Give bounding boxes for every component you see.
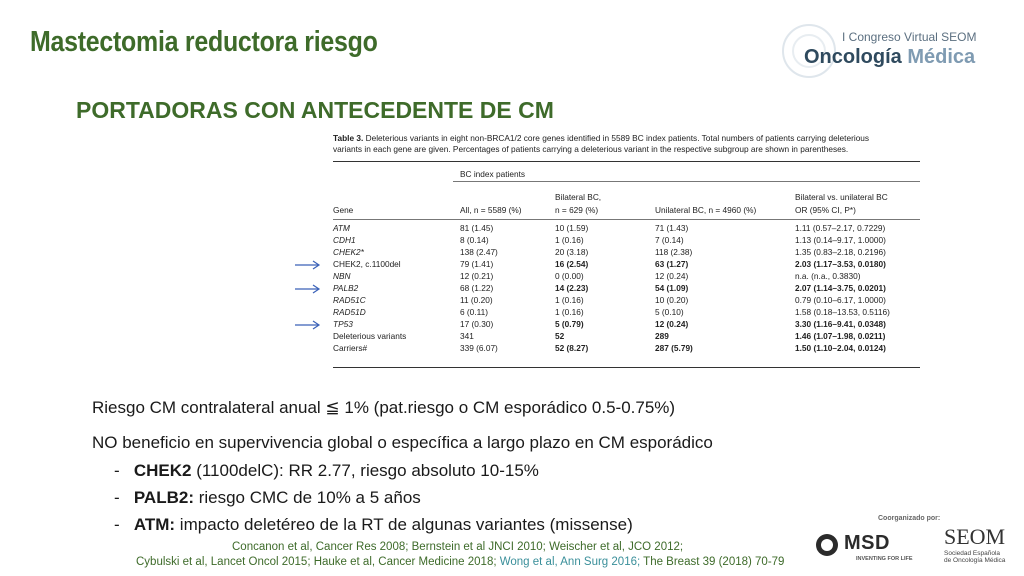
bullet-palb2-text: riesgo CMC de 10% a 5 años bbox=[193, 488, 421, 507]
table-cell-or: 2.03 (1.17–3.53, 0.0180) bbox=[795, 259, 886, 269]
table-cell-uni: 289 bbox=[655, 331, 669, 341]
bullet-palb2-label: PALB2: bbox=[133, 488, 194, 507]
col-all: All, n = 5589 (%) bbox=[460, 205, 522, 215]
table-cell-all: 138 (2.47) bbox=[460, 247, 498, 257]
arrow-right-icon bbox=[295, 320, 321, 330]
table-cell-gene: CDH1 bbox=[333, 235, 356, 245]
congress-name: I Congreso Virtual SEOM bbox=[842, 30, 977, 44]
seom-small-1: Sociedad Española bbox=[944, 550, 1001, 557]
risk-line: Riesgo CM contralateral anual ≦ 1% (pat.riesgo o CM esporádico 0.5-0.75%) bbox=[92, 398, 676, 417]
bullet-chek2-label: CHEK2 bbox=[133, 461, 192, 480]
col-gene: Gene bbox=[333, 205, 354, 215]
references-line1: Concanon et al, Cancer Res 2008; Bernstein et al JNCI 2010; Weischer et al, JCO 2012; bbox=[232, 541, 684, 553]
table-cell-gene: TP53 bbox=[333, 319, 353, 329]
table-cell-or: 3.30 (1.16–9.41, 0.0348) bbox=[795, 319, 886, 329]
table-cell-uni: 71 (1.43) bbox=[655, 223, 689, 233]
congress-word-medica: Médica bbox=[907, 46, 976, 68]
table-cell-uni: 12 (0.24) bbox=[655, 319, 689, 329]
no-benefit-line: NO beneficio en supervivencia global o específica a largo plazo en CM esporádico bbox=[92, 433, 713, 452]
seom-small-2: de Oncología Médica bbox=[944, 557, 1006, 564]
congress-word-oncologia: Oncología bbox=[804, 46, 902, 68]
table-cell-or: 2.07 (1.14–3.75, 0.0201) bbox=[795, 283, 886, 293]
bullet-atm-text: impacto deletéreo de la RT de algunas variantes (missense) bbox=[175, 515, 633, 534]
msd-disc-icon bbox=[816, 534, 838, 556]
bullet-chek2 bbox=[114, 461, 539, 481]
table-cell-uni: 5 (0.10) bbox=[655, 307, 684, 317]
references-line2-a: Cybulski et al, Lancet Oncol 2015; Hauke et al, Cancer Medicine 2018; bbox=[136, 556, 500, 568]
arrow-right-icon bbox=[295, 284, 321, 294]
table-caption-label: Table 3. bbox=[333, 133, 364, 143]
table-cell-gene: CHEK2, c.1100del bbox=[333, 259, 401, 269]
bullet-dash: - bbox=[114, 461, 120, 480]
col-or-2: OR (95% CI, P*) bbox=[795, 205, 856, 215]
table-cell-gene: RAD51C bbox=[333, 295, 366, 305]
table-cell-gene: Carriers# bbox=[333, 343, 368, 353]
table-cell-or: 1.50 (1.10–2.04, 0.0124) bbox=[795, 343, 886, 353]
bullet-dash: - bbox=[114, 515, 120, 534]
table-cell-gene: CHEK2* bbox=[333, 247, 364, 257]
table-cell-or: 0.79 (0.10–6.17, 1.0000) bbox=[795, 295, 886, 305]
table-cell-all: 17 (0.30) bbox=[460, 319, 494, 329]
congress-logo bbox=[782, 18, 1012, 82]
table-cell-gene: PALB2 bbox=[333, 283, 359, 293]
slide-subtitle: PORTADORAS CON ANTECEDENTE DE CM bbox=[76, 97, 554, 123]
slide-title: Mastectomia reductora riesgo bbox=[30, 26, 378, 58]
bullet-atm bbox=[114, 515, 633, 535]
table-cell-bi: 20 (3.18) bbox=[555, 247, 589, 257]
table-cell-or: n.a. (n.a., 0.3830) bbox=[795, 271, 861, 281]
table-cell-uni: 287 (5.79) bbox=[655, 343, 693, 353]
table-cell-uni: 54 (1.09) bbox=[655, 283, 689, 293]
col-unilateral: Unilateral BC, n = 4960 (%) bbox=[655, 205, 757, 215]
seom-wordmark: SEOM bbox=[944, 524, 1006, 549]
table-cell-bi: 5 (0.79) bbox=[555, 319, 584, 329]
table-cell-gene: RAD51D bbox=[333, 307, 366, 317]
variants-table bbox=[333, 133, 920, 353]
msd-wordmark: MSD bbox=[844, 532, 890, 554]
group-header: BC index patients bbox=[460, 169, 526, 179]
table-cell-all: 11 (0.20) bbox=[460, 295, 493, 305]
col-bilateral-2: n = 629 (%) bbox=[555, 205, 599, 215]
table-cell-bi: 1 (0.16) bbox=[555, 307, 584, 317]
table-cell-gene: ATM bbox=[333, 223, 350, 233]
table-rule-header bbox=[333, 219, 920, 220]
arrow-right-icon bbox=[295, 260, 321, 270]
table-cell-bi: 0 (0.00) bbox=[555, 271, 584, 281]
coorganizer-label: Coorganizado por: bbox=[878, 515, 941, 522]
table-cell-uni: 118 (2.38) bbox=[655, 247, 693, 257]
table-cell-or: 1.11 (0.57–2.17, 0.7229) bbox=[795, 223, 886, 233]
table-cell-or: 1.58 (0.18–13.53, 0.5116) bbox=[795, 307, 890, 317]
table-cell-bi: 52 bbox=[555, 331, 565, 341]
references-line2-b: Wong et al, Ann Surg 2016; bbox=[499, 556, 644, 568]
bullet-atm-label: ATM: bbox=[133, 515, 176, 534]
table-cell-bi: 1 (0.16) bbox=[555, 235, 584, 245]
table-cell-all: 81 (1.45) bbox=[460, 223, 494, 233]
table-cell-bi: 52 (8.27) bbox=[555, 343, 589, 353]
table-cell-all: 339 (6.07) bbox=[460, 343, 498, 353]
table-cell-bi: 14 (2.23) bbox=[555, 283, 589, 293]
table-cell-all: 8 (0.14) bbox=[460, 235, 489, 245]
col-or-1: Bilateral vs. unilateral BC bbox=[795, 192, 888, 202]
references-line2-c: The Breast 39 (2018) 70-79 bbox=[643, 556, 785, 568]
congress-wordmark bbox=[804, 46, 975, 69]
table-cell-bi: 1 (0.16) bbox=[555, 295, 584, 305]
table-cell-bi: 10 (1.59) bbox=[555, 223, 589, 233]
table-rule-top bbox=[333, 161, 920, 162]
bullet-dash: - bbox=[114, 488, 120, 507]
table-caption-line1: Deleterious variants in eight non-BRCA1/2 core genes identified in 5589 BC index patients. Total numbers of patients carrying deleterious bbox=[363, 133, 870, 143]
table-cell-all: 12 (0.21) bbox=[460, 271, 494, 281]
msd-logo bbox=[816, 528, 926, 568]
table-cell-uni: 10 (0.20) bbox=[655, 295, 689, 305]
bullet-palb2 bbox=[114, 488, 421, 508]
col-bilateral-1: Bilateral BC, bbox=[555, 192, 602, 202]
table-cell-or: 1.35 (0.83–2.18, 0.2196) bbox=[795, 247, 886, 257]
table-cell-or: 1.46 (1.07–1.98, 0.0211) bbox=[795, 331, 886, 341]
table-cell-bi: 16 (2.54) bbox=[555, 259, 589, 269]
table-cell-all: 341 bbox=[460, 331, 474, 341]
references-line2 bbox=[136, 556, 784, 568]
bullet-chek2-text: (1100delC): RR 2.77, riesgo absoluto 10-15% bbox=[191, 461, 539, 480]
table-rule-bottom bbox=[333, 367, 920, 368]
table-cell-all: 79 (1.41) bbox=[460, 259, 494, 269]
group-header-rule bbox=[453, 181, 920, 182]
table-cell-all: 68 (1.22) bbox=[460, 283, 494, 293]
table-caption bbox=[333, 133, 920, 155]
table-cell-uni: 63 (1.27) bbox=[655, 259, 689, 269]
table-cell-all: 6 (0.11) bbox=[460, 307, 488, 317]
table-caption-line2: variants in each gene are given. Percentages of patients carrying a deleterious variant in the respective subgroup are shown in parentheses. bbox=[333, 144, 849, 154]
msd-tagline: INVENTING FOR LIFE bbox=[856, 556, 913, 562]
seom-logo bbox=[944, 524, 1020, 564]
table-cell-uni: 7 (0.14) bbox=[655, 235, 684, 245]
table-cell-gene: NBN bbox=[333, 271, 351, 281]
table-cell-or: 1.13 (0.14–9.17, 1.0000) bbox=[795, 235, 886, 245]
table-cell-uni: 12 (0.24) bbox=[655, 271, 689, 281]
table-cell-gene: Deleterious variants bbox=[333, 331, 407, 341]
